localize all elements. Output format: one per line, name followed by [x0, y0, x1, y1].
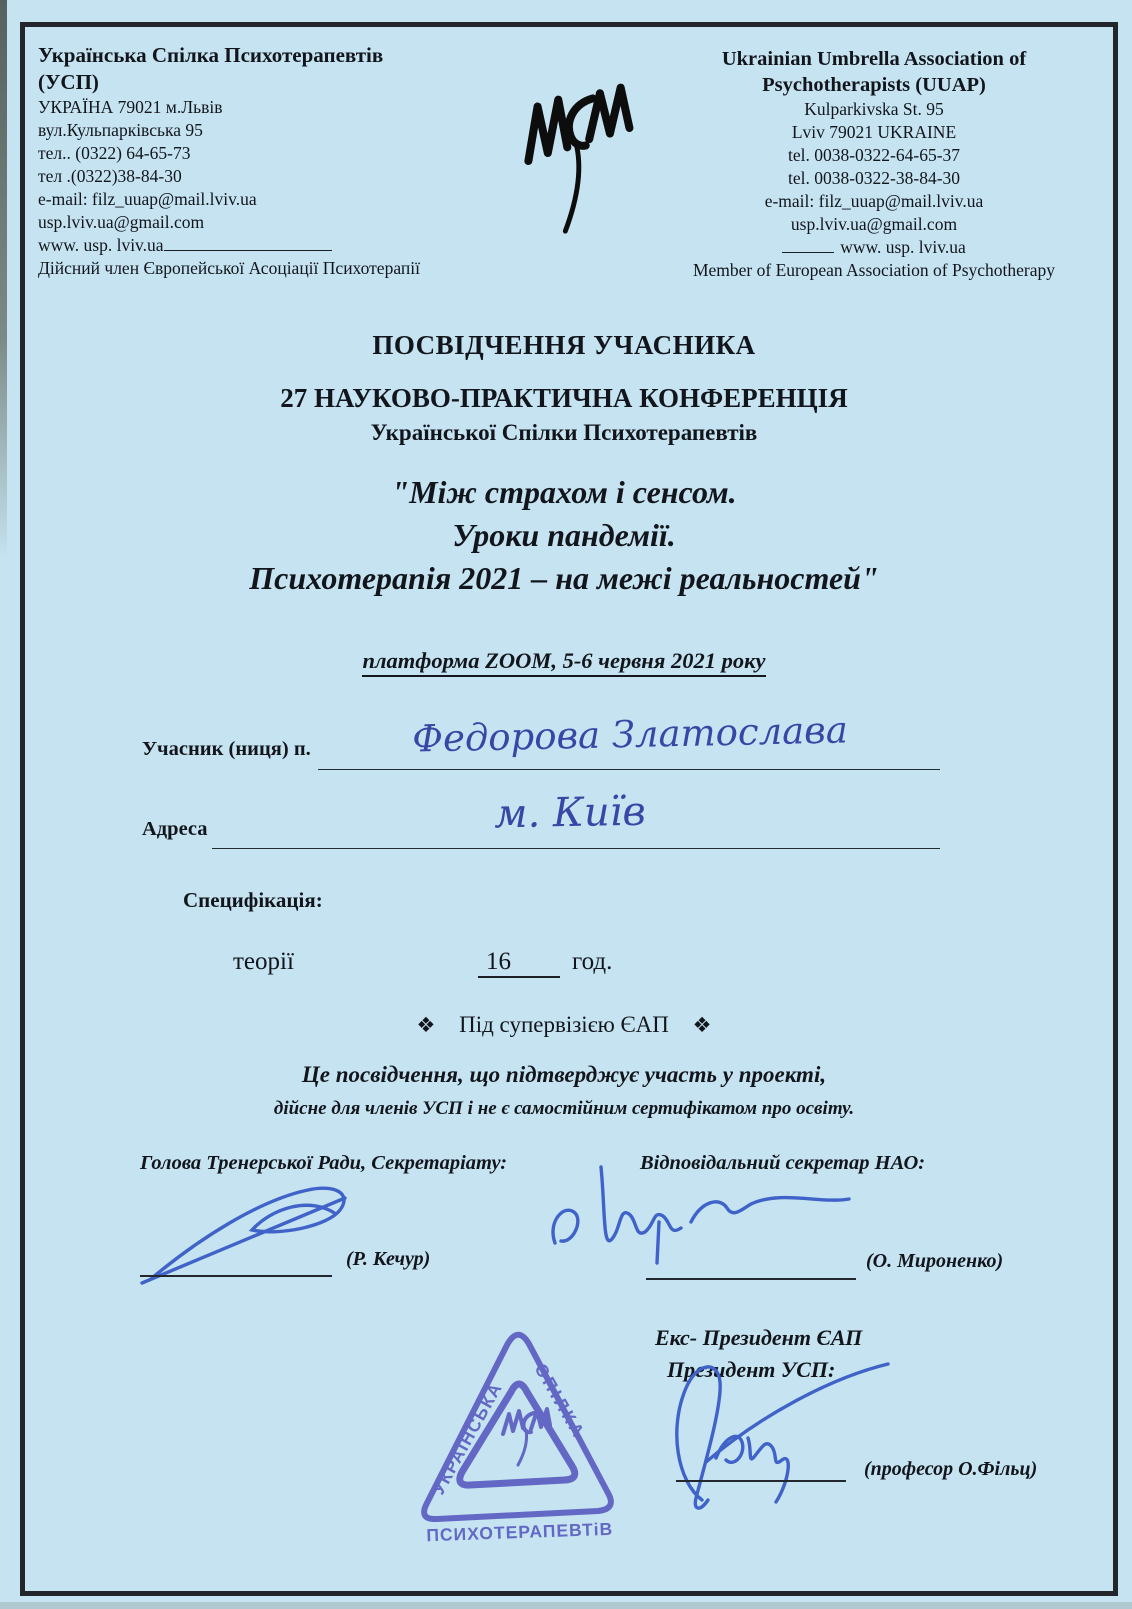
conference-subtitle: Української Спілки Психотерапевтів	[370, 420, 758, 445]
blank-line	[164, 236, 332, 251]
org-en-line: usp.lviv.ua@gmail.com	[790, 214, 958, 234]
org-ua-line: УКРАЇНА 79021 м.Львів	[38, 97, 223, 117]
usp-brush-monogram-icon	[505, 78, 655, 238]
theory-hours-value: 16	[478, 948, 560, 978]
org-en-line: tel. 0038-0322-64-65-37	[787, 145, 961, 165]
diamond-icon: ❖	[692, 1013, 712, 1037]
specification-label: Специфікація:	[183, 888, 323, 912]
org-name-ua: Українська Спілка Психотерапевтів	[38, 43, 384, 67]
theory-label: теорії	[233, 948, 294, 975]
conference-title: 27 НАУКОВО-ПРАКТИЧНА КОНФЕРЕНЦІЯ	[280, 383, 848, 413]
certificate-title: ПОСВІДЧЕННЯ УЧАСНИКА	[372, 330, 756, 360]
president-name: (професор О.Фільц)	[864, 1458, 1038, 1480]
org-name-en: Ukrainian Umbrella Association of	[721, 48, 1027, 70]
org-ua-line: тел .(0322)38-84-30	[38, 166, 182, 186]
theme-line: Уроки пандемії.	[452, 517, 676, 553]
diamond-icon: ❖	[416, 1013, 436, 1037]
president-title	[655, 1322, 862, 1386]
scan-edge-bottom	[0, 1602, 1132, 1609]
stamp-text-right: СПІЛКА	[530, 1360, 590, 1443]
scan-edge-left	[0, 0, 7, 560]
notice-line-1: Це посвідчення, що підтверджує участь у проекті,	[301, 1062, 827, 1087]
org-block-ukrainian	[38, 42, 468, 280]
org-block-english	[648, 46, 1100, 282]
usp-triangle-stamp	[400, 1312, 640, 1552]
org-ua-footer: Дійсний член Європейської Асоціації Психотерапії	[38, 258, 420, 278]
org-abbr-ua: (УСП)	[38, 70, 99, 94]
stamp-text-bottom: ПСИХОТЕРАПЕВТіВ	[426, 1518, 614, 1546]
org-en-line: tel. 0038-0322-38-84-30	[787, 168, 961, 188]
org-en-line: www. usp. lviv.ua	[648, 236, 1100, 259]
org-abbr-en: Psychotherapists (UUAP)	[762, 74, 986, 96]
theme-line: Психотерапія 2021 – на межі реальностей"	[249, 560, 879, 596]
supervision-text: Під супервізією ЄАП	[459, 1012, 669, 1037]
address-line	[212, 848, 940, 849]
right-signature-line	[646, 1278, 856, 1280]
left-signatory-name: (Р. Кечур)	[346, 1248, 431, 1270]
left-signatory-title: Голова Тренерської Ради, Секретаріату:	[140, 1152, 508, 1174]
supervision-line	[20, 1012, 1108, 1038]
org-ua-line: www. usp. lviv.ua	[38, 234, 468, 257]
participant-handwritten-name: Федорова Златослава	[411, 708, 849, 761]
address-label: Адреса	[142, 818, 208, 840]
participant-line	[318, 769, 940, 770]
president-signature-line	[676, 1480, 846, 1482]
president-title-line1: Екс- Президент ЄАП	[655, 1325, 863, 1350]
left-signature-line	[140, 1275, 332, 1277]
org-ua-line: usp.lviv.ua@gmail.com	[38, 212, 205, 232]
stamp-text-left: УКРАЇНСЬКА	[428, 1378, 507, 1498]
org-ua-line: тел.. (0322) 64-65-73	[38, 143, 191, 163]
org-en-footer: Member of European Association of Psychotherapy	[692, 260, 1056, 280]
platform-date-line: платформа ZOOM, 5-6 червня 2021 року	[20, 648, 1108, 674]
address-handwritten-value: м. Київ	[493, 788, 647, 838]
president-title-line2: Президент УСП:	[667, 1357, 836, 1382]
notice-line-2: дійсне для членів УСП і не є самостійним сертифікатом про освіту.	[273, 1098, 855, 1119]
right-signatory-title: Відповідальний секретар НАО:	[640, 1152, 926, 1174]
right-signatory-name: (О. Мироненко)	[866, 1250, 1004, 1272]
org-en-line: Lviv 79021 UKRAINE	[791, 122, 957, 142]
org-en-line: Kulparkivska St. 95	[804, 99, 944, 119]
org-ua-line: вул.Кульпарківська 95	[38, 120, 203, 140]
org-ua-line: e-mail: filz_uuap@mail.lviv.ua	[38, 189, 257, 209]
hours-unit-label: год.	[572, 948, 613, 975]
org-en-line: e-mail: filz_uuap@mail.lviv.ua	[764, 191, 984, 211]
participant-label: Учасник (ниця) п.	[142, 738, 311, 760]
theme-line: "Між страхом і сенсом.	[391, 474, 737, 510]
blank-line	[782, 238, 834, 253]
